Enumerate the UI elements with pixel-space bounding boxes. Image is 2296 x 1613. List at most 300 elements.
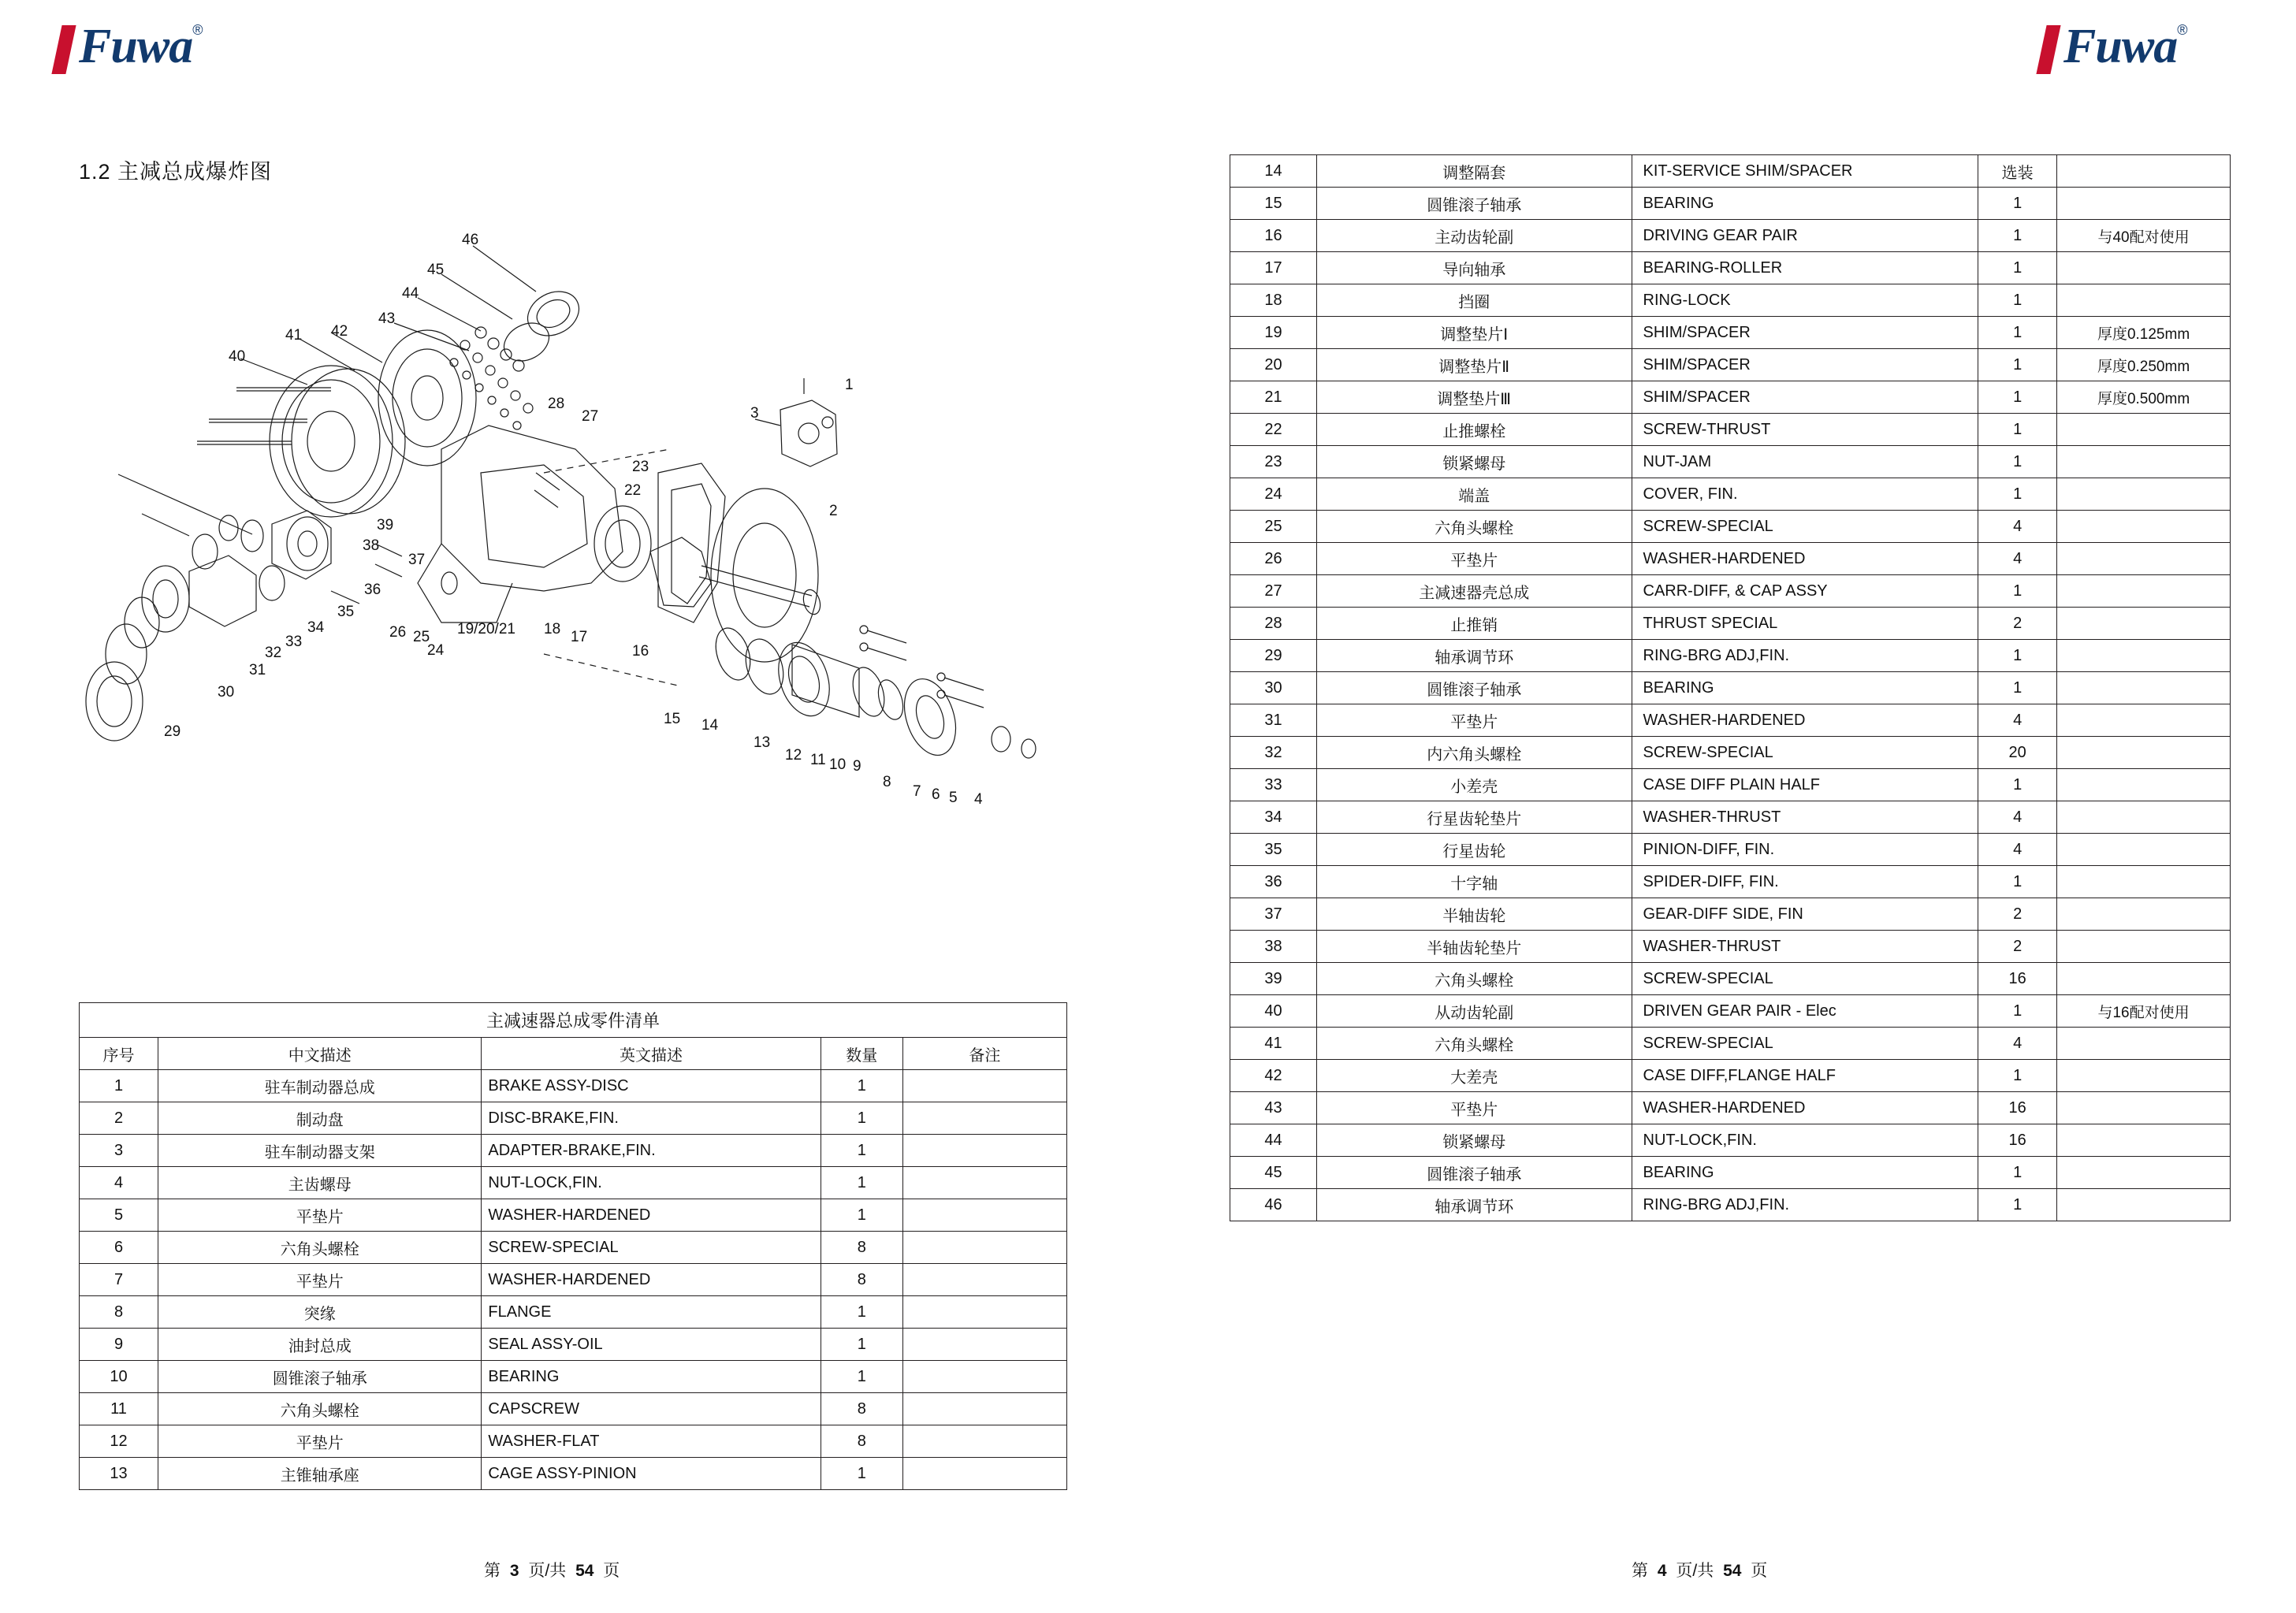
callout-41: 41 bbox=[285, 327, 303, 344]
cell-note bbox=[2057, 1028, 2231, 1060]
cell-cn: 轴承调节环 bbox=[1316, 1189, 1632, 1221]
cell-cn: 轴承调节环 bbox=[1316, 640, 1632, 672]
cell-en: DRIVING GEAR PAIR bbox=[1632, 220, 1978, 252]
cell-en: BEARING bbox=[1632, 1157, 1978, 1189]
cell-en: BEARING-ROLLER bbox=[1632, 252, 1978, 284]
table-row bbox=[1230, 672, 2231, 704]
cell-index: 4 bbox=[80, 1167, 158, 1199]
table-row bbox=[1230, 704, 2231, 737]
cell-note bbox=[2057, 575, 2231, 608]
cell-index: 24 bbox=[1230, 478, 1317, 511]
cell-note bbox=[2057, 672, 2231, 704]
table-header-row bbox=[80, 1038, 1067, 1070]
footer-prefix: 第 bbox=[484, 1562, 501, 1580]
callout-33: 33 bbox=[285, 634, 303, 650]
page-footer-left bbox=[484, 1558, 620, 1581]
cell-cn: 主减速器壳总成 bbox=[1316, 575, 1632, 608]
cell-cn: 挡圈 bbox=[1316, 284, 1632, 317]
cell-index: 2 bbox=[80, 1102, 158, 1135]
cell-qty: 1 bbox=[1978, 349, 2057, 381]
callout-30: 30 bbox=[218, 684, 235, 701]
cell-qty: 4 bbox=[1978, 704, 2057, 737]
parts-list-table-right bbox=[1230, 154, 2231, 1221]
cell-note: 厚度0.125mm bbox=[2057, 317, 2231, 349]
table-row bbox=[80, 1102, 1067, 1135]
table-row bbox=[1230, 1124, 2231, 1157]
cell-note bbox=[2057, 737, 2231, 769]
cell-note bbox=[902, 1199, 1066, 1232]
cell-qty: 4 bbox=[1978, 801, 2057, 834]
cell-qty: 4 bbox=[1978, 511, 2057, 543]
cell-index: 32 bbox=[1230, 737, 1317, 769]
cell-note: 与16配对使用 bbox=[2057, 995, 2231, 1028]
callout-35: 35 bbox=[337, 604, 355, 620]
cell-index: 6 bbox=[80, 1232, 158, 1264]
table-row bbox=[1230, 317, 2231, 349]
footer-suffix: 页 bbox=[1751, 1562, 1768, 1580]
table-row bbox=[80, 1296, 1067, 1329]
callout-8: 8 bbox=[883, 774, 891, 790]
cell-qty: 1 bbox=[1978, 1189, 2057, 1221]
header-note: 备注 bbox=[902, 1038, 1066, 1070]
cell-cn: 圆锥滚子轴承 bbox=[1316, 1157, 1632, 1189]
cell-index: 5 bbox=[80, 1199, 158, 1232]
cell-qty: 1 bbox=[1978, 1060, 2057, 1092]
table-row bbox=[1230, 737, 2231, 769]
cell-en: SHIM/SPACER bbox=[1632, 349, 1978, 381]
cell-index: 22 bbox=[1230, 414, 1317, 446]
cell-en: CASE DIFF PLAIN HALF bbox=[1632, 769, 1978, 801]
cell-en: DRIVEN GEAR PAIR - Elec bbox=[1632, 995, 1978, 1028]
cell-en: WASHER-HARDENED bbox=[1632, 543, 1978, 575]
cell-index: 41 bbox=[1230, 1028, 1317, 1060]
cell-note bbox=[902, 1393, 1066, 1425]
cell-en: WASHER-THRUST bbox=[1632, 801, 1978, 834]
cell-cn: 调整垫片Ⅱ bbox=[1316, 349, 1632, 381]
cell-en: COVER, FIN. bbox=[1632, 478, 1978, 511]
cell-qty: 1 bbox=[821, 1361, 902, 1393]
cell-qty: 1 bbox=[821, 1329, 902, 1361]
cell-note bbox=[2057, 446, 2231, 478]
cell-cn: 十字轴 bbox=[1316, 866, 1632, 898]
cell-qty: 1 bbox=[1978, 1157, 2057, 1189]
cell-index: 43 bbox=[1230, 1092, 1317, 1124]
cell-index: 28 bbox=[1230, 608, 1317, 640]
cell-note bbox=[2057, 188, 2231, 220]
cell-cn: 止推销 bbox=[1316, 608, 1632, 640]
cell-note: 厚度0.500mm bbox=[2057, 381, 2231, 414]
cell-index: 20 bbox=[1230, 349, 1317, 381]
cell-cn: 平垫片 bbox=[1316, 543, 1632, 575]
cell-index: 8 bbox=[80, 1296, 158, 1329]
callout-18: 18 bbox=[544, 621, 561, 637]
table-row bbox=[1230, 963, 2231, 995]
cell-en: DISC-BRAKE,FIN. bbox=[482, 1102, 821, 1135]
section-title: 1.2 主减总成爆炸图 bbox=[79, 160, 273, 184]
cell-note bbox=[902, 1167, 1066, 1199]
cell-index: 16 bbox=[1230, 220, 1317, 252]
cell-qty: 1 bbox=[821, 1167, 902, 1199]
header-en: 英文描述 bbox=[482, 1038, 821, 1070]
cell-cn: 止推螺栓 bbox=[1316, 414, 1632, 446]
cell-note bbox=[2057, 640, 2231, 672]
callout-22: 22 bbox=[624, 482, 642, 499]
cell-note bbox=[2057, 801, 2231, 834]
table-row bbox=[1230, 801, 2231, 834]
cell-cn: 制动盘 bbox=[158, 1102, 482, 1135]
cell-en: RING-LOCK bbox=[1632, 284, 1978, 317]
cell-qty: 1 bbox=[1978, 317, 2057, 349]
callout-7: 7 bbox=[913, 783, 921, 800]
table-row bbox=[1230, 155, 2231, 188]
cell-index: 21 bbox=[1230, 381, 1317, 414]
table-row bbox=[1230, 898, 2231, 931]
callout-26: 26 bbox=[389, 624, 407, 641]
cell-note bbox=[902, 1070, 1066, 1102]
cell-en: CASE DIFF,FLANGE HALF bbox=[1632, 1060, 1978, 1092]
cell-qty: 2 bbox=[1978, 608, 2057, 640]
cell-cn: 调整隔套 bbox=[1316, 155, 1632, 188]
footer-total-pages: 54 bbox=[575, 1562, 594, 1580]
footer-total-pages: 54 bbox=[1723, 1562, 1742, 1580]
cell-index: 17 bbox=[1230, 252, 1317, 284]
table-row bbox=[1230, 769, 2231, 801]
table-row bbox=[1230, 284, 2231, 317]
cell-cn: 主齿螺母 bbox=[158, 1167, 482, 1199]
cell-cn: 圆锥滚子轴承 bbox=[1316, 672, 1632, 704]
table-row bbox=[80, 1329, 1067, 1361]
header-index: 序号 bbox=[80, 1038, 158, 1070]
cell-cn: 行星齿轮 bbox=[1316, 834, 1632, 866]
cell-cn: 内六角头螺栓 bbox=[1316, 737, 1632, 769]
cell-note bbox=[2057, 608, 2231, 640]
table-row bbox=[1230, 188, 2231, 220]
cell-note bbox=[2057, 478, 2231, 511]
cell-cn: 突缘 bbox=[158, 1296, 482, 1329]
callout-24: 24 bbox=[427, 642, 445, 659]
cell-cn: 平垫片 bbox=[1316, 704, 1632, 737]
table-row bbox=[1230, 1157, 2231, 1189]
table-row bbox=[80, 1167, 1067, 1199]
cell-en: SCREW-SPECIAL bbox=[1632, 511, 1978, 543]
cell-en: SCREW-SPECIAL bbox=[1632, 1028, 1978, 1060]
table-row bbox=[80, 1232, 1067, 1264]
cell-cn: 半轴齿轮垫片 bbox=[1316, 931, 1632, 963]
exploded-assembly-diagram bbox=[71, 213, 1103, 922]
callout-40: 40 bbox=[229, 348, 246, 365]
cell-cn: 六角头螺栓 bbox=[158, 1393, 482, 1425]
cell-cn: 六角头螺栓 bbox=[1316, 1028, 1632, 1060]
footer-page-number: 3 bbox=[509, 1562, 519, 1580]
cell-note bbox=[2057, 414, 2231, 446]
cell-note bbox=[2057, 963, 2231, 995]
cell-en: RING-BRG ADJ,FIN. bbox=[1632, 640, 1978, 672]
cell-note: 厚度0.250mm bbox=[2057, 349, 2231, 381]
cell-note bbox=[902, 1458, 1066, 1490]
cell-qty: 8 bbox=[821, 1232, 902, 1264]
cell-cn: 六角头螺栓 bbox=[1316, 511, 1632, 543]
callout-5: 5 bbox=[949, 790, 958, 806]
table-row bbox=[1230, 220, 2231, 252]
cell-index: 11 bbox=[80, 1393, 158, 1425]
callout-9: 9 bbox=[853, 758, 861, 775]
callout-31: 31 bbox=[249, 662, 266, 678]
brand-logo-left bbox=[57, 22, 203, 74]
cell-note bbox=[902, 1361, 1066, 1393]
cell-index: 1 bbox=[80, 1070, 158, 1102]
logo-wordmark: Fuwa bbox=[2063, 20, 2178, 73]
table-row bbox=[1230, 446, 2231, 478]
table-row bbox=[1230, 478, 2231, 511]
cell-index: 14 bbox=[1230, 155, 1317, 188]
header-cn: 中文描述 bbox=[158, 1038, 482, 1070]
callout-45: 45 bbox=[427, 262, 445, 278]
table-row bbox=[1230, 543, 2231, 575]
left-table-body bbox=[80, 1003, 1067, 1490]
cell-qty: 1 bbox=[821, 1135, 902, 1167]
table-row bbox=[1230, 1092, 2231, 1124]
callout-27: 27 bbox=[582, 408, 599, 425]
cell-en: KIT-SERVICE SHIM/SPACER bbox=[1632, 155, 1978, 188]
cell-note bbox=[902, 1264, 1066, 1296]
cell-cn: 六角头螺栓 bbox=[1316, 963, 1632, 995]
cell-note bbox=[2057, 252, 2231, 284]
table-row bbox=[1230, 1060, 2231, 1092]
cell-cn: 导向轴承 bbox=[1316, 252, 1632, 284]
cell-qty: 1 bbox=[1978, 284, 2057, 317]
registered-mark: ® bbox=[2177, 22, 2188, 38]
cell-qty: 16 bbox=[1978, 1092, 2057, 1124]
table-row bbox=[80, 1425, 1067, 1458]
cell-cn: 平垫片 bbox=[158, 1199, 482, 1232]
callout-4: 4 bbox=[974, 791, 983, 808]
cell-en: NUT-LOCK,FIN. bbox=[482, 1167, 821, 1199]
cell-cn: 小差壳 bbox=[1316, 769, 1632, 801]
table-row bbox=[1230, 575, 2231, 608]
callout-34: 34 bbox=[307, 619, 325, 636]
cell-qty: 1 bbox=[1978, 672, 2057, 704]
cell-qty: 1 bbox=[1978, 381, 2057, 414]
cell-cn: 平垫片 bbox=[1316, 1092, 1632, 1124]
cell-cn: 锁紧螺母 bbox=[1316, 446, 1632, 478]
cell-note bbox=[902, 1296, 1066, 1329]
cell-note bbox=[2057, 769, 2231, 801]
cell-qty: 4 bbox=[1978, 543, 2057, 575]
cell-index: 29 bbox=[1230, 640, 1317, 672]
cell-cn: 主动齿轮副 bbox=[1316, 220, 1632, 252]
cell-cn: 半轴齿轮 bbox=[1316, 898, 1632, 931]
cell-index: 10 bbox=[80, 1361, 158, 1393]
table-row bbox=[1230, 834, 2231, 866]
table-row bbox=[80, 1361, 1067, 1393]
table-row bbox=[80, 1264, 1067, 1296]
cell-note: 与40配对使用 bbox=[2057, 220, 2231, 252]
callout-23: 23 bbox=[632, 459, 649, 475]
cell-note bbox=[2057, 284, 2231, 317]
cell-note bbox=[2057, 543, 2231, 575]
cell-cn: 平垫片 bbox=[158, 1425, 482, 1458]
cell-qty: 8 bbox=[821, 1393, 902, 1425]
cell-note bbox=[2057, 1189, 2231, 1221]
cell-qty: 8 bbox=[821, 1425, 902, 1458]
cell-cn: 从动齿轮副 bbox=[1316, 995, 1632, 1028]
cell-index: 13 bbox=[80, 1458, 158, 1490]
cell-cn: 主锥轴承座 bbox=[158, 1458, 482, 1490]
callout-28: 28 bbox=[548, 396, 565, 412]
cell-en: WASHER-THRUST bbox=[1632, 931, 1978, 963]
cell-en: THRUST SPECIAL bbox=[1632, 608, 1978, 640]
table-row bbox=[1230, 414, 2231, 446]
cell-cn: 调整垫片Ⅲ bbox=[1316, 381, 1632, 414]
callout-6: 6 bbox=[932, 786, 940, 803]
cell-note bbox=[2057, 155, 2231, 188]
table-row bbox=[1230, 866, 2231, 898]
callout-42: 42 bbox=[331, 323, 348, 340]
cell-note bbox=[2057, 898, 2231, 931]
cell-index: 38 bbox=[1230, 931, 1317, 963]
cell-index: 40 bbox=[1230, 995, 1317, 1028]
cell-en: WASHER-HARDENED bbox=[1632, 704, 1978, 737]
callout-3: 3 bbox=[750, 405, 759, 422]
callout-15: 15 bbox=[664, 711, 681, 727]
cell-qty: 1 bbox=[1978, 252, 2057, 284]
cell-qty: 1 bbox=[1978, 220, 2057, 252]
cell-note bbox=[902, 1102, 1066, 1135]
callout-39: 39 bbox=[377, 517, 394, 533]
cell-cn: 行星齿轮垫片 bbox=[1316, 801, 1632, 834]
footer-middle: 页/共 bbox=[528, 1562, 567, 1580]
cell-note bbox=[2057, 866, 2231, 898]
table-row bbox=[80, 1393, 1067, 1425]
cell-cn: 平垫片 bbox=[158, 1264, 482, 1296]
cell-cn: 调整垫片Ⅰ bbox=[1316, 317, 1632, 349]
callout-44: 44 bbox=[402, 285, 419, 302]
cell-qty: 20 bbox=[1978, 737, 2057, 769]
cell-en: SPIDER-DIFF, FIN. bbox=[1632, 866, 1978, 898]
cell-qty: 1 bbox=[821, 1199, 902, 1232]
cell-qty: 4 bbox=[1978, 834, 2057, 866]
cell-index: 37 bbox=[1230, 898, 1317, 931]
cell-en: NUT-JAM bbox=[1632, 446, 1978, 478]
cell-qty: 1 bbox=[821, 1070, 902, 1102]
cell-qty: 1 bbox=[1978, 188, 2057, 220]
cell-en: BEARING bbox=[1632, 188, 1978, 220]
cell-en: SHIM/SPACER bbox=[1632, 317, 1978, 349]
cell-qty: 1 bbox=[1978, 414, 2057, 446]
cell-en: PINION-DIFF, FIN. bbox=[1632, 834, 1978, 866]
cell-index: 46 bbox=[1230, 1189, 1317, 1221]
callout-36: 36 bbox=[364, 582, 381, 598]
table-row bbox=[80, 1199, 1067, 1232]
callout-14: 14 bbox=[701, 717, 719, 734]
cell-qty: 1 bbox=[821, 1102, 902, 1135]
cell-en: BRAKE ASSY-DISC bbox=[482, 1070, 821, 1102]
cell-index: 23 bbox=[1230, 446, 1317, 478]
cell-note bbox=[902, 1135, 1066, 1167]
cell-en: BEARING bbox=[1632, 672, 1978, 704]
cell-index: 30 bbox=[1230, 672, 1317, 704]
cell-en: CARR-DIFF, & CAP ASSY bbox=[1632, 575, 1978, 608]
cell-index: 27 bbox=[1230, 575, 1317, 608]
callout-25: 25 bbox=[413, 629, 430, 645]
cell-note bbox=[2057, 511, 2231, 543]
table-caption-row bbox=[80, 1003, 1067, 1038]
callout-46: 46 bbox=[462, 232, 479, 248]
table-row bbox=[1230, 608, 2231, 640]
callout-43: 43 bbox=[378, 310, 396, 327]
callout-37: 37 bbox=[408, 552, 426, 568]
cell-en: SCREW-SPECIAL bbox=[1632, 963, 1978, 995]
table-row bbox=[1230, 1028, 2231, 1060]
cell-qty: 1 bbox=[1978, 446, 2057, 478]
cell-qty: 2 bbox=[1978, 931, 2057, 963]
callout-11: 11 bbox=[810, 752, 826, 768]
cell-en: WASHER-HARDENED bbox=[1632, 1092, 1978, 1124]
cell-index: 25 bbox=[1230, 511, 1317, 543]
cell-note bbox=[2057, 1092, 2231, 1124]
callout-12: 12 bbox=[785, 747, 802, 764]
cell-index: 39 bbox=[1230, 963, 1317, 995]
cell-en: WASHER-HARDENED bbox=[482, 1199, 821, 1232]
cell-cn: 驻车制动器支架 bbox=[158, 1135, 482, 1167]
cell-qty: 1 bbox=[1978, 575, 2057, 608]
cell-index: 33 bbox=[1230, 769, 1317, 801]
logo-wordmark: Fuwa bbox=[79, 20, 193, 73]
cell-index: 42 bbox=[1230, 1060, 1317, 1092]
right-table-body bbox=[1230, 155, 2231, 1221]
cell-note bbox=[2057, 1124, 2231, 1157]
table-row bbox=[1230, 511, 2231, 543]
callout-38: 38 bbox=[363, 537, 380, 554]
cell-en: RING-BRG ADJ,FIN. bbox=[1632, 1189, 1978, 1221]
cell-en: ADAPTER-BRAKE,FIN. bbox=[482, 1135, 821, 1167]
cell-note bbox=[902, 1232, 1066, 1264]
cell-index: 18 bbox=[1230, 284, 1317, 317]
callout-2: 2 bbox=[829, 503, 838, 519]
cell-en: CAGE ASSY-PINION bbox=[482, 1458, 821, 1490]
callout-29: 29 bbox=[164, 723, 181, 740]
cell-note bbox=[902, 1329, 1066, 1361]
cell-note bbox=[902, 1425, 1066, 1458]
cell-note bbox=[2057, 704, 2231, 737]
cell-cn: 驻车制动器总成 bbox=[158, 1070, 482, 1102]
cell-index: 7 bbox=[80, 1264, 158, 1296]
table-row bbox=[1230, 349, 2231, 381]
registered-mark: ® bbox=[192, 22, 203, 38]
cell-qty: 1 bbox=[1978, 769, 2057, 801]
cell-en: BEARING bbox=[482, 1361, 821, 1393]
cell-qty: 16 bbox=[1978, 963, 2057, 995]
table-row bbox=[1230, 252, 2231, 284]
cell-en: NUT-LOCK,FIN. bbox=[1632, 1124, 1978, 1157]
cell-qty: 选装 bbox=[1978, 155, 2057, 188]
cell-index: 34 bbox=[1230, 801, 1317, 834]
footer-page-number: 4 bbox=[1657, 1562, 1667, 1580]
callout-1: 1 bbox=[845, 377, 854, 393]
cell-qty: 1 bbox=[1978, 478, 2057, 511]
cell-index: 19 bbox=[1230, 317, 1317, 349]
table-row bbox=[1230, 995, 2231, 1028]
callout-13: 13 bbox=[754, 734, 771, 751]
footer-suffix: 页 bbox=[603, 1562, 620, 1580]
cell-en: SCREW-THRUST bbox=[1632, 414, 1978, 446]
cell-note bbox=[2057, 1157, 2231, 1189]
cell-en: FLANGE bbox=[482, 1296, 821, 1329]
cell-index: 26 bbox=[1230, 543, 1317, 575]
cell-note bbox=[2057, 931, 2231, 963]
table-row bbox=[80, 1458, 1067, 1490]
cell-en: CAPSCREW bbox=[482, 1393, 821, 1425]
